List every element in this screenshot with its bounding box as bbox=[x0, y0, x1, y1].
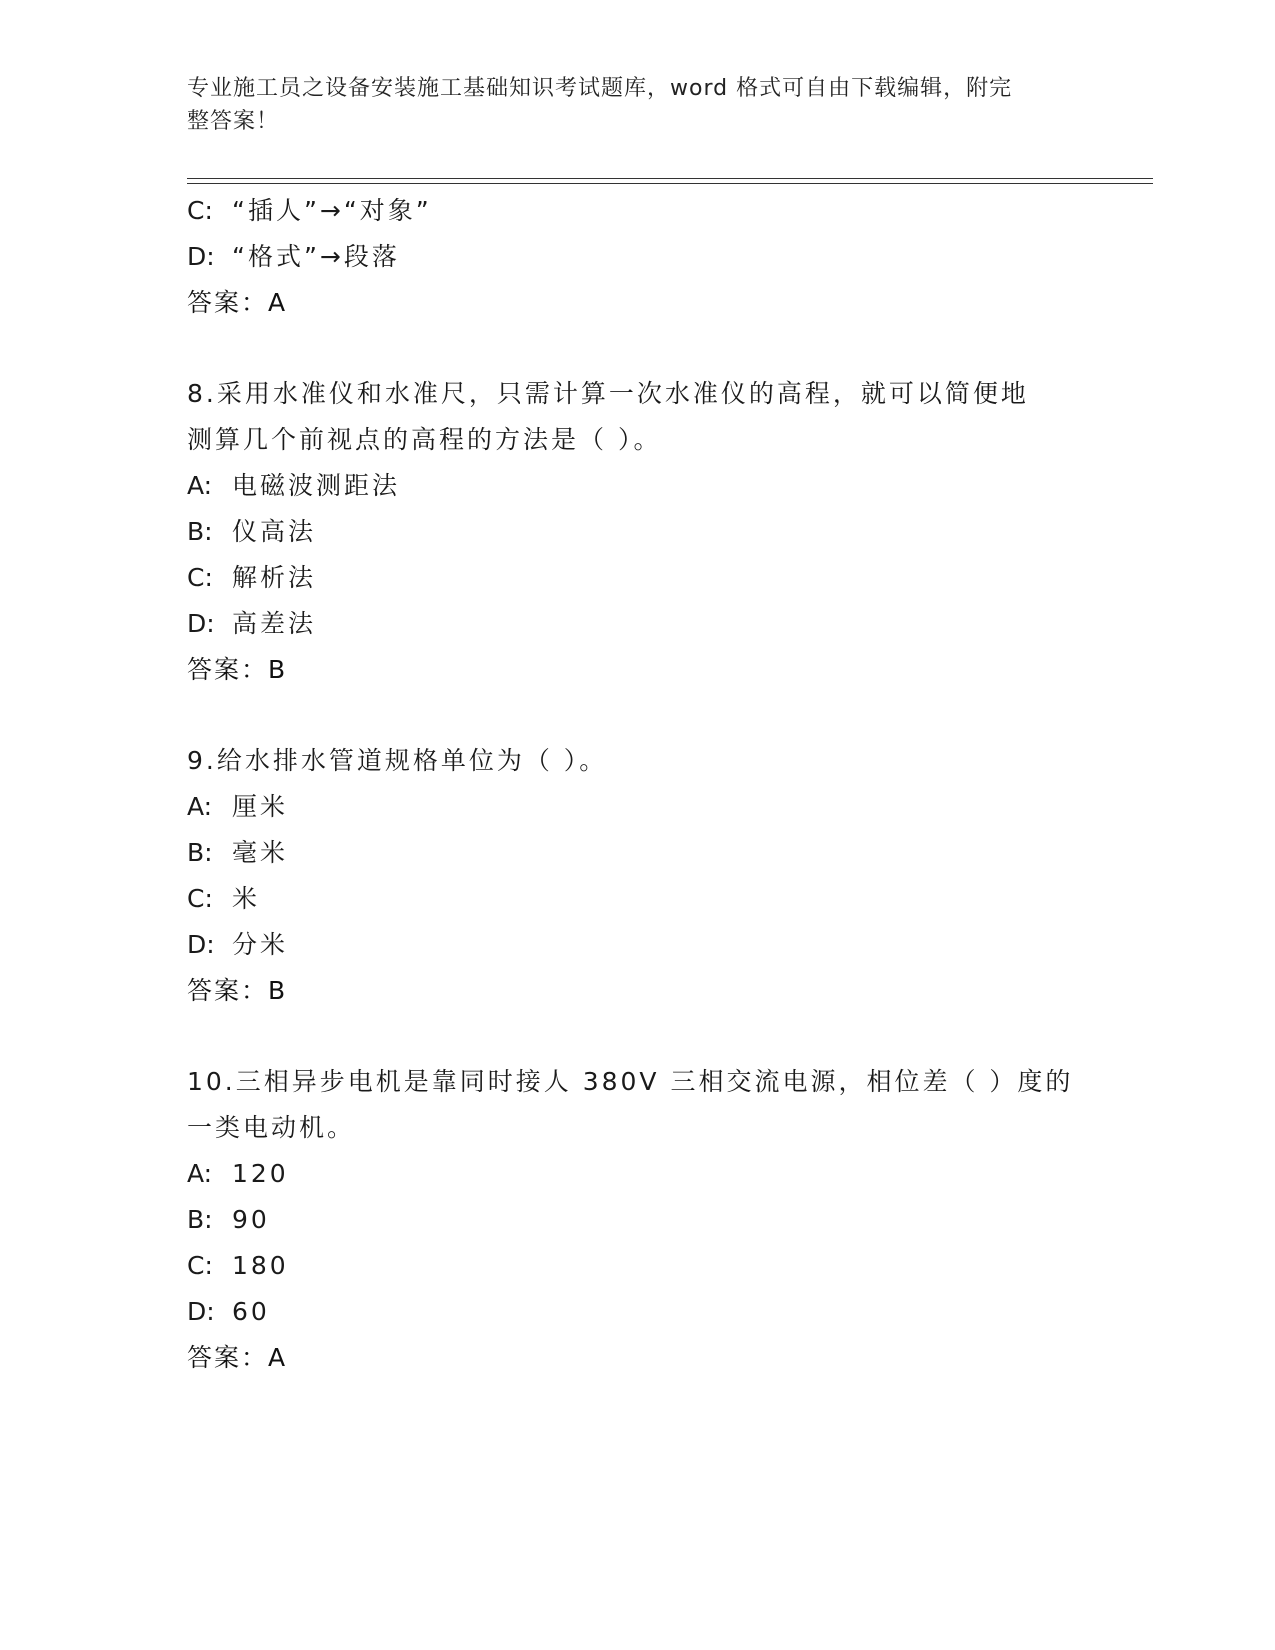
option-letter: C: bbox=[187, 884, 213, 913]
option-d bbox=[187, 1289, 1087, 1335]
header-line-2: 整答案！ bbox=[187, 109, 280, 134]
header-divider-top bbox=[187, 178, 1153, 179]
answer-label: 答案： bbox=[187, 976, 269, 1005]
question-text-line-1: 采用水准仪和水准尺，只需计算一次水准仪的高程，就可以简便地 bbox=[216, 379, 1029, 408]
document-header bbox=[187, 72, 1067, 138]
option-d bbox=[187, 601, 1087, 647]
answer-value: A bbox=[268, 1343, 288, 1372]
option-letter: D: bbox=[187, 930, 215, 959]
question-block-10 bbox=[187, 1059, 1087, 1381]
option-text: 120 bbox=[232, 1159, 289, 1188]
option-text: 90 bbox=[232, 1205, 270, 1234]
option-b bbox=[187, 830, 1087, 876]
option-a bbox=[187, 1151, 1087, 1197]
option-b bbox=[187, 1197, 1087, 1243]
option-letter: D: bbox=[187, 1297, 215, 1326]
option-a bbox=[187, 463, 1087, 509]
option-letter: B: bbox=[187, 517, 213, 546]
question-content bbox=[187, 188, 1087, 1381]
question-text-line-2: 测算几个前视点的高程的方法是（ ）。 bbox=[187, 425, 662, 454]
option-text: “格式”→段落 bbox=[232, 242, 400, 271]
option-letter: D: bbox=[187, 609, 215, 638]
option-text: “插人”→“对象” bbox=[232, 196, 432, 225]
spacer bbox=[187, 693, 1087, 738]
option-letter: C: bbox=[187, 196, 213, 225]
option-text: 高差法 bbox=[232, 609, 317, 638]
question-text-line-2: 一类电动机。 bbox=[187, 1113, 356, 1142]
option-text: 电磁波测距法 bbox=[232, 471, 401, 500]
option-c bbox=[187, 188, 1087, 234]
option-a bbox=[187, 784, 1087, 830]
option-d bbox=[187, 922, 1087, 968]
spacer bbox=[187, 326, 1087, 371]
question-stem bbox=[187, 738, 1087, 784]
option-letter: A: bbox=[187, 471, 213, 500]
question-block-9 bbox=[187, 738, 1087, 1014]
option-c bbox=[187, 1243, 1087, 1289]
option-letter: B: bbox=[187, 838, 213, 867]
option-text: 厘米 bbox=[232, 792, 289, 821]
option-text: 米 bbox=[232, 884, 261, 913]
answer-label: 答案： bbox=[187, 1343, 269, 1372]
option-letter: A: bbox=[187, 1159, 213, 1188]
option-text: 180 bbox=[232, 1251, 289, 1280]
option-text: 解析法 bbox=[232, 563, 317, 592]
answer-label: 答案： bbox=[187, 288, 269, 317]
option-c bbox=[187, 555, 1087, 601]
question-block-8 bbox=[187, 371, 1087, 693]
question-text-line-1: 三相异步电机是靠同时接人 380V 三相交流电源，相位差（ ）度的 bbox=[235, 1067, 1074, 1096]
option-c bbox=[187, 876, 1087, 922]
option-b bbox=[187, 509, 1087, 555]
header-divider-bottom bbox=[187, 183, 1153, 184]
answer-value: B bbox=[268, 655, 288, 684]
option-text: 仪高法 bbox=[232, 517, 317, 546]
prev-question-block bbox=[187, 188, 1087, 326]
question-number: 8. bbox=[187, 379, 217, 408]
option-text: 60 bbox=[232, 1297, 270, 1326]
option-letter: B: bbox=[187, 1205, 213, 1234]
question-number: 10. bbox=[187, 1067, 236, 1096]
option-letter: D: bbox=[187, 242, 215, 271]
answer-line bbox=[187, 968, 1087, 1014]
answer-line bbox=[187, 647, 1087, 693]
question-text-line-1: 给水排水管道规格单位为（ ）。 bbox=[216, 746, 608, 775]
question-stem bbox=[187, 1059, 1087, 1105]
question-number: 9. bbox=[187, 746, 217, 775]
answer-line bbox=[187, 280, 1087, 326]
option-letter: A: bbox=[187, 792, 213, 821]
answer-line bbox=[187, 1335, 1087, 1381]
option-letter: C: bbox=[187, 563, 213, 592]
option-text: 分米 bbox=[232, 930, 289, 959]
header-line-1: 专业施工员之设备安装施工基础知识考试题库，word 格式可自由下载编辑，附完 bbox=[187, 76, 1013, 101]
option-letter: C: bbox=[187, 1251, 213, 1280]
answer-value: B bbox=[268, 976, 288, 1005]
spacer bbox=[187, 1014, 1087, 1059]
answer-label: 答案： bbox=[187, 655, 269, 684]
option-text: 毫米 bbox=[232, 838, 289, 867]
question-stem bbox=[187, 371, 1087, 417]
answer-value: A bbox=[268, 288, 288, 317]
option-d bbox=[187, 234, 1087, 280]
